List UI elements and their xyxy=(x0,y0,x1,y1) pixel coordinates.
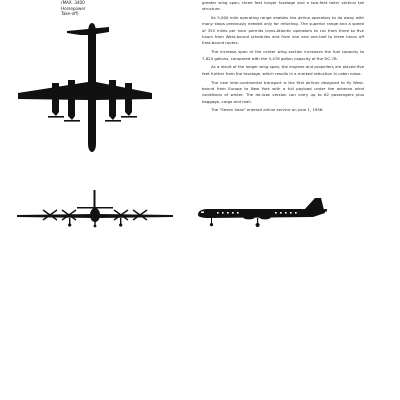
engine-spec xyxy=(61,0,86,17)
spec-line: (MAX. 3400 xyxy=(61,0,85,5)
paragraph: As a result of the longer wing span, the engines and propellers are placed five feet further from the fuselage, which results in a marked reduction in cabin noise. xyxy=(202,64,364,76)
paragraph: The new inter-continental transport is the first airliner designed to fly West-bound from Europe to New York with a full payload under the adverse wind conditions of winter. The de-luxe version can carry up to 62 passengers plus baggage, cargo and mail. xyxy=(202,79,364,104)
paragraph: Its 5,000 mile operating range enables the airline operators to do away with many stops previously needed only for refueling. The superior range and a speed of 355 miles per hour permits trans-Atlantic operators to cut from three to five hours from West-bound schedules and from one and one-half to three hours off East-bound routes. xyxy=(202,15,364,46)
airliner-top-view-icon xyxy=(15,20,155,155)
paragraph: The "Seven Seas" entered airline service on June 1, 1956. xyxy=(211,107,324,113)
body-text xyxy=(202,0,364,116)
paragraph: The increase span of the center wing section increases the fuel capacity to 7,824 gallons, compared with the 5,478 gallon capacity of the DC-7B. xyxy=(202,49,364,61)
spec-line: Horsepower xyxy=(61,5,86,11)
paragraph: greater wing span, three feet longer fuselage and a two-feet taller vertical tail structure. xyxy=(202,0,364,12)
spec-line: Take-off) xyxy=(61,11,79,17)
airliner-front-view-icon xyxy=(15,190,175,230)
airliner-side-view-icon xyxy=(195,198,330,228)
